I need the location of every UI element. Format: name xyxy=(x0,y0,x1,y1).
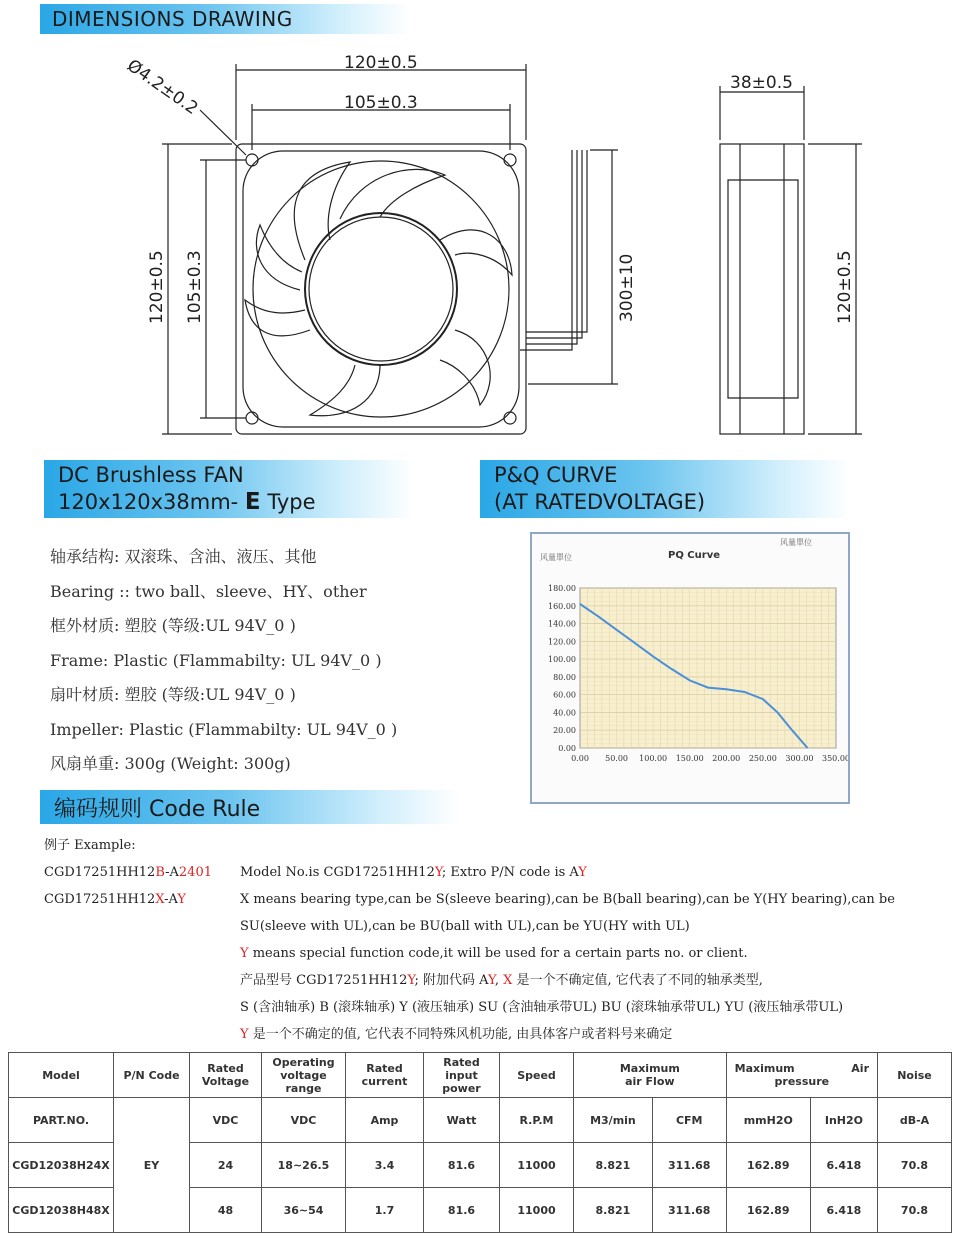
product-model-cn: 产品型号 CGD17251HH12Y; 附加代码 AY, X 是一个不确定值, 它代表了不同的轴承类型, xyxy=(240,973,763,988)
cell-range: 36~54 xyxy=(262,1188,346,1233)
pq-y-tick-label: 180.00 xyxy=(548,584,576,593)
fan-drawing-svg xyxy=(0,36,960,456)
pq-x-tick-label: 300.00 xyxy=(785,754,814,763)
dim-hole: Ø4.2±0.2 xyxy=(123,55,202,119)
cell-power: 81.6 xyxy=(424,1143,500,1188)
cell-speed: 11000 xyxy=(500,1143,574,1188)
th-rated-current: Rated current xyxy=(346,1053,424,1098)
dim-width-outer: 120±0.5 xyxy=(344,53,418,73)
special-function-cn: Y 是一个不确定的值, 它代表不同特殊风机功能, 由具体客户或者料号来确定 xyxy=(240,1027,673,1042)
cell-m3: 8.821 xyxy=(574,1188,653,1233)
cell-current: 3.4 xyxy=(346,1143,424,1188)
bearing-type-text: X means bearing type,can be S(sleeve bearing),can be B(ball bearing),can be Y(HY bearing),can be xyxy=(240,892,895,907)
dc-title-type-letter: E xyxy=(244,489,261,515)
cell-model: CGD12038H48X xyxy=(9,1188,114,1233)
dim-width-inner: 105±0.3 xyxy=(344,93,418,113)
spec-line: 框外材质: 塑胶 (等级:UL 94V_0 ) xyxy=(50,616,296,635)
unit-operating: VDC xyxy=(262,1098,346,1143)
th-operating-range: Operating voltage range xyxy=(262,1053,346,1098)
pq-chart xyxy=(532,534,848,802)
th-rated-power: Rated input power xyxy=(424,1053,500,1098)
pq-y-tick-label: 80.00 xyxy=(553,672,576,682)
spec-line: 轴承结构: 双滚珠、含油、液压、其他 xyxy=(50,547,317,566)
pq-x-tick-label: 100.00 xyxy=(639,754,668,763)
table-units-row xyxy=(9,1098,952,1143)
dimensions-drawing xyxy=(0,36,960,456)
dim-lead: 300±10 xyxy=(617,253,637,322)
fan-front-frame xyxy=(236,144,526,434)
bearing-type-text-cont: SU(sleeve with UL),can be BU(ball with UL),can be YU(HY with UL) xyxy=(240,919,690,934)
cell-model: CGD12038H24X xyxy=(9,1143,114,1188)
model-no-text: Model No.is CGD17251HH12Y; Extro P/N code is AY xyxy=(240,865,587,880)
cell-voltage: 48 xyxy=(190,1188,262,1233)
dc-fan-title-line1: DC Brushless FAN xyxy=(58,463,244,487)
th-pn-code: P/N Code xyxy=(114,1053,190,1098)
pq-y-tick-label: 20.00 xyxy=(553,726,576,736)
table-header-row xyxy=(9,1053,952,1098)
cell-noise: 70.8 xyxy=(878,1188,952,1233)
dim-depth: 38±0.5 xyxy=(730,73,793,93)
spec-line: Impeller: Plastic (Flammabilty: UL 94V_0 ) xyxy=(50,719,398,739)
unit-current: Amp xyxy=(346,1098,424,1143)
spec-line: Bearing :: two ball、sleeve、HY、other xyxy=(50,581,367,601)
dim-height-inner: 105±0.3 xyxy=(185,250,205,324)
code-rule-row xyxy=(44,913,954,940)
code-rule-row xyxy=(44,940,954,967)
pq-x-tick-label: 50.00 xyxy=(605,754,629,763)
th-rated-voltage: Rated Voltage xyxy=(190,1053,262,1098)
pq-curve-title xyxy=(480,460,850,518)
pq-y-tick-label: 40.00 xyxy=(553,708,576,718)
cell-noise: 70.8 xyxy=(878,1143,952,1188)
cell-speed: 11000 xyxy=(500,1188,574,1233)
example-label: 例子 Example: xyxy=(44,838,136,853)
pq-y-tick-label: 140.00 xyxy=(548,619,576,629)
special-function-text: Y means special function code,it will be used for a certain parts no. or client. xyxy=(240,946,748,961)
code-rule-row xyxy=(44,886,954,913)
code-rule-title: 编码规则 Code Rule xyxy=(40,790,460,824)
pq-chart-frame xyxy=(530,532,850,804)
spec-line: 扇叶材质: 塑胶 (等级:UL 94V_0 ) xyxy=(50,685,296,704)
pq-chart-title: PQ Curve xyxy=(668,550,721,561)
mount-hole-icon xyxy=(246,154,258,166)
th-model: Model xyxy=(9,1053,114,1098)
cell-mm: 162.89 xyxy=(726,1188,810,1233)
dim-side-height: 120±0.5 xyxy=(835,250,855,324)
code-rule-row xyxy=(44,859,954,886)
pq-corner-label-right: 风量單位 xyxy=(780,538,812,547)
th-pressure: Maximum Air pressure xyxy=(726,1053,877,1098)
spec-line: Frame: Plastic (Flammabilty: UL 94V_0 ) xyxy=(50,650,382,670)
dim-height-outer: 120±0.5 xyxy=(147,250,167,324)
code-rule-row xyxy=(44,994,954,1021)
pq-y-tick-label: 160.00 xyxy=(548,601,576,611)
dimensions-title: DIMENSIONS DRAWING xyxy=(40,4,410,34)
unit-partno: PART.NO. xyxy=(9,1098,114,1143)
pq-x-tick-label: 150.00 xyxy=(675,754,704,763)
pq-y-tick-label: 100.00 xyxy=(548,655,576,665)
cell-range: 18~26.5 xyxy=(262,1143,346,1188)
unit-press-in: InH2O xyxy=(810,1098,877,1143)
pq-x-tick-label: 200.00 xyxy=(712,754,741,763)
dc-title-prefix: 120x120x38mm- xyxy=(58,490,245,514)
code-rule-block xyxy=(44,832,954,1048)
cell-cfm: 311.68 xyxy=(652,1188,726,1233)
unit-flow-cfm: CFM xyxy=(652,1098,726,1143)
cell-power: 81.6 xyxy=(424,1188,500,1233)
pq-title-line2: (AT RATEDVOLTAGE) xyxy=(494,490,706,514)
fan-hub xyxy=(305,213,457,365)
unit-speed: R.P.M xyxy=(500,1098,574,1143)
pq-corner-label-left: 风量單位 xyxy=(540,553,572,562)
cell-in: 6.418 xyxy=(810,1188,877,1233)
spec-line: 风扇单重: 300g (Weight: 300g) xyxy=(50,754,291,773)
dc-title-suffix: Type xyxy=(260,490,316,514)
example-code-2: CGD17251HH12X-AY xyxy=(44,892,186,907)
cell-cfm: 311.68 xyxy=(652,1143,726,1188)
cell-mm: 162.89 xyxy=(726,1143,810,1188)
example-code-1: CGD17251HH12B-A2401 xyxy=(44,865,212,880)
th-noise: Noise xyxy=(878,1053,952,1098)
unit-power: Watt xyxy=(424,1098,500,1143)
pq-x-tick-label: 350.00 xyxy=(822,754,848,763)
th-airflow: Maximum air Flow xyxy=(574,1053,727,1098)
code-rule-row xyxy=(44,1021,954,1048)
th-speed: Speed xyxy=(500,1053,574,1098)
code-rule-row xyxy=(44,832,954,859)
pn-code-cell: EY xyxy=(114,1098,190,1233)
dc-fan-title-line2 xyxy=(58,489,414,516)
spec-list xyxy=(50,540,480,782)
dc-fan-title xyxy=(44,460,414,518)
pq-y-tick-label: 120.00 xyxy=(548,637,576,647)
unit-press-mm: mmH2O xyxy=(726,1098,810,1143)
cell-in: 6.418 xyxy=(810,1143,877,1188)
fan-side-frame xyxy=(720,144,804,434)
cell-voltage: 24 xyxy=(190,1143,262,1188)
pq-x-tick-label: 0.00 xyxy=(571,754,589,763)
unit-noise: dB-A xyxy=(878,1098,952,1143)
pq-y-tick-label: 0.00 xyxy=(558,744,576,753)
cell-current: 1.7 xyxy=(346,1188,424,1233)
unit-voltage: VDC xyxy=(190,1098,262,1143)
unit-flow-m3: M3/min xyxy=(574,1098,653,1143)
pq-title-line1: P&Q CURVE xyxy=(494,463,618,487)
pq-y-tick-label: 60.00 xyxy=(553,690,576,700)
code-rule-row xyxy=(44,967,954,994)
spec-table xyxy=(8,1052,952,1233)
bearing-codes-cn: S (含油轴承) B (滚珠轴承) Y (液压轴承) SU (含油轴承带UL) BU (滚珠轴承带UL) YU (液压轴承带UL) xyxy=(240,1000,844,1015)
cell-m3: 8.821 xyxy=(574,1143,653,1188)
pq-x-tick-label: 250.00 xyxy=(748,754,777,763)
